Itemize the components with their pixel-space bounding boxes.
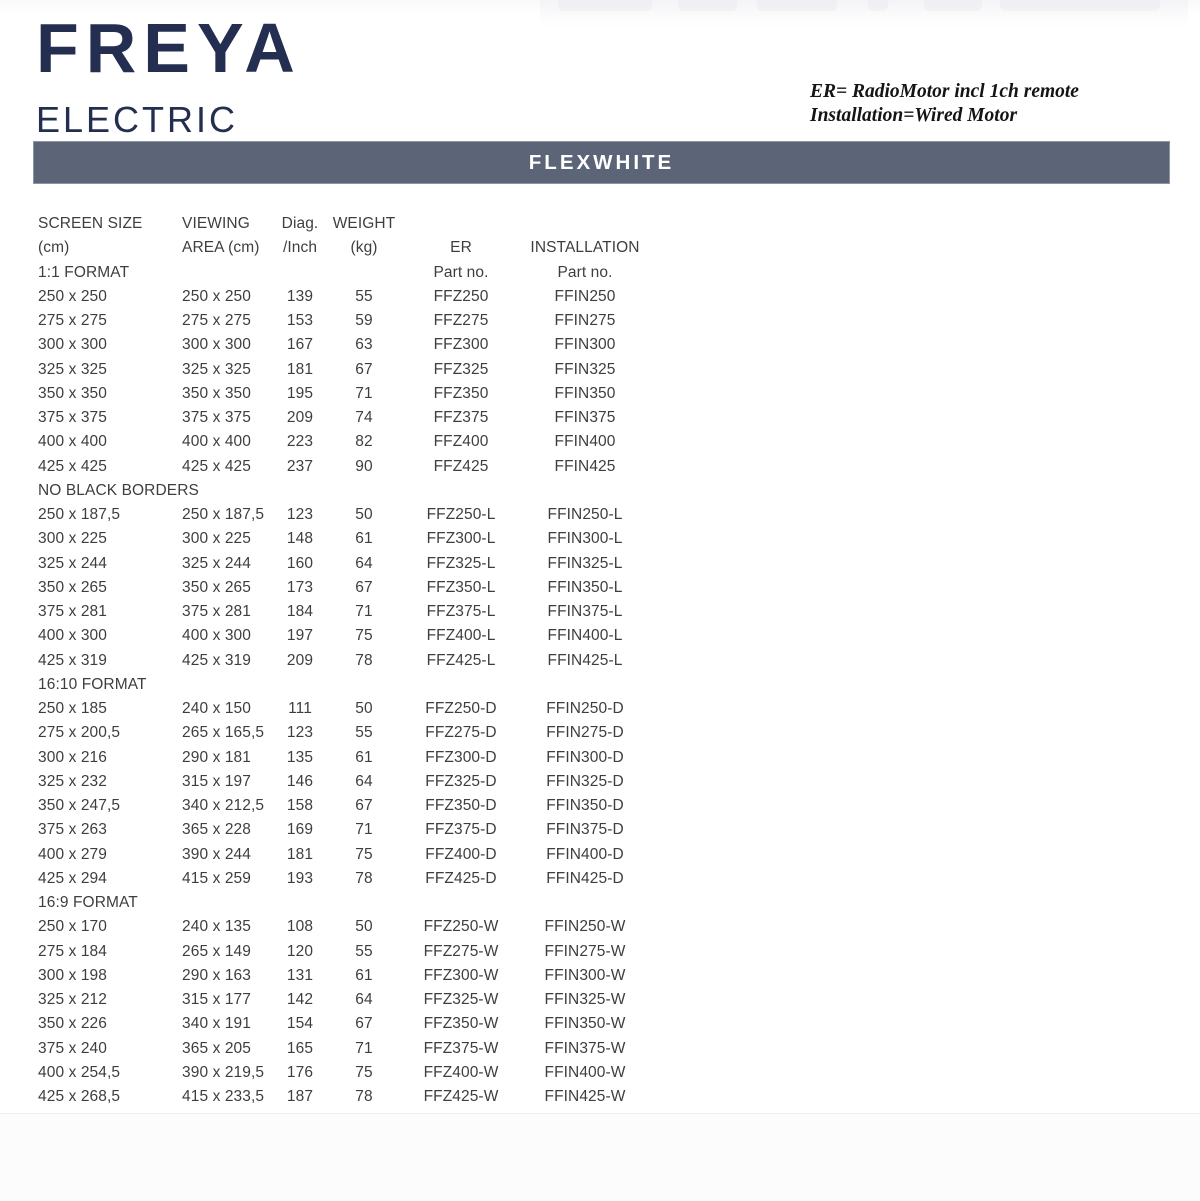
brand-logo-subtitle: ELECTRIC	[36, 99, 239, 140]
cell-screen-size: 300 x 225	[38, 530, 107, 548]
ghost-tab	[757, 0, 837, 11]
cell-installation-part-no: FFIN300-L	[547, 530, 623, 548]
cell-weight: 67	[355, 1015, 373, 1033]
cell-er-part-no: FFZ325-D	[425, 772, 497, 790]
table-row	[38, 1085, 648, 1109]
table-row	[38, 309, 648, 333]
cell-diag-inch: 176	[286, 1063, 314, 1081]
cell-empty	[400, 891, 522, 915]
cell-installation-part-no: FFIN325-L	[547, 554, 623, 572]
motor-legend	[810, 80, 1079, 128]
table-row	[38, 600, 648, 624]
cell-viewing-area: 340 x 191	[182, 1015, 251, 1033]
cell-empty	[328, 673, 400, 697]
cell-viewing-area: 300 x 300	[182, 336, 251, 354]
cell-viewing-area: 340 x 212,5	[182, 797, 265, 814]
cell-weight: 67	[355, 360, 373, 378]
cell-viewing-area: 240 x 135	[182, 918, 251, 936]
cell-weight: 75	[355, 1063, 373, 1081]
cell-viewing-area: 390 x 244	[182, 845, 251, 863]
cell-installation-part-no: FFIN375-W	[544, 1039, 626, 1057]
cell-viewing-area: 250 x 187,5	[182, 506, 265, 523]
cell-installation-part-no: FFIN250-W	[544, 918, 626, 936]
er-part-no-label: Part no.	[433, 263, 489, 281]
cell-empty	[272, 673, 328, 697]
cell-er-part-no: FFZ300	[433, 336, 489, 354]
cell-viewing-area: 265 x 149	[182, 942, 251, 960]
cell-weight: 50	[355, 506, 373, 523]
cell-er-part-no: FFZ300-L	[426, 530, 496, 548]
table-row	[38, 527, 648, 551]
cell-er-part-no: FFZ350-D	[425, 797, 497, 814]
cell-weight: 90	[355, 457, 373, 475]
cell-diag-inch: 158	[286, 797, 314, 814]
cell-screen-size: SCREEN SIZE	[38, 215, 143, 232]
cell-diag-inch: 108	[286, 918, 314, 936]
table-row	[38, 794, 648, 818]
cell-installation-part-no: FFIN400-L	[547, 627, 623, 645]
cell-screen-size: 400 x 254,5	[38, 1063, 121, 1081]
cell-er-part-no: FFZ300-W	[423, 966, 499, 984]
cell-screen-size: 375 x 281	[38, 603, 107, 620]
installation-part-no-label: Part no.	[557, 263, 613, 281]
cell-er-part-no: FFZ425	[433, 457, 489, 475]
cell-er-part-no: ER	[450, 239, 472, 257]
cell-screen-size: 350 x 226	[38, 1015, 107, 1033]
cell-installation-part-no: FFIN325-D	[546, 772, 624, 790]
cell-installation-part-no: FFIN375-D	[546, 821, 624, 839]
cell-empty	[328, 891, 400, 915]
product-banner: FLEXWHITE	[33, 141, 1170, 184]
cell-diag-inch: 123	[286, 724, 314, 742]
cell-weight: 61	[355, 966, 373, 984]
table-row	[38, 333, 648, 357]
cell-diag-inch: /Inch	[282, 239, 318, 257]
table-row	[38, 940, 648, 964]
cell-diag-inch: 193	[286, 869, 314, 887]
cell-screen-size: 250 x 170	[38, 918, 107, 936]
cell-empty	[272, 261, 328, 285]
cell-installation-part-no: FFIN400	[554, 433, 616, 451]
cell-er-part-no: FFZ375-W	[423, 1039, 499, 1057]
cell-viewing-area: 240 x 150	[182, 700, 251, 717]
cell-installation-part-no: FFIN300-D	[546, 748, 624, 766]
cell-screen-size: 275 x 200,5	[38, 724, 121, 742]
cell-empty	[522, 479, 648, 503]
cell-screen-size: 250 x 250	[38, 287, 107, 305]
cell-weight: 67	[355, 578, 373, 596]
cell-viewing-area: 275 x 275	[182, 312, 251, 329]
table-row	[38, 503, 648, 527]
cell-screen-size: (cm)	[38, 239, 70, 257]
cell-er-part-no: FFZ300-D	[425, 748, 497, 766]
cell-weight: 59	[355, 312, 373, 329]
cell-er-part-no: FFZ375-L	[426, 603, 496, 620]
cell-diag-inch: 173	[286, 578, 314, 596]
spec-table	[38, 212, 648, 1109]
cell-diag-inch: 223	[286, 433, 314, 451]
cell-weight: 67	[355, 797, 373, 814]
cell-er-part-no: FFZ375	[433, 409, 489, 426]
cell-installation-part-no: FFIN275	[554, 312, 616, 329]
cell-screen-size: 400 x 279	[38, 845, 107, 863]
cell-installation-part-no: FFIN375	[554, 409, 616, 426]
cell-weight: 82	[355, 433, 373, 451]
cell-empty	[328, 479, 400, 503]
table-row	[38, 552, 648, 576]
cell-viewing-area: 415 x 233,5	[182, 1088, 265, 1105]
cell-er-part-no: FFZ425-L	[426, 651, 496, 669]
cell-diag-inch: 120	[286, 942, 314, 960]
cell-viewing-area: 365 x 205	[182, 1039, 251, 1057]
cell-er-part-no: FFZ250	[433, 287, 489, 305]
table-row	[38, 843, 648, 867]
cell-er-part-no: FFZ275-D	[425, 724, 497, 742]
table-row	[38, 624, 648, 648]
cell-screen-size: 250 x 185	[38, 700, 107, 717]
cell-weight: 55	[355, 287, 373, 305]
cell-weight: 71	[355, 384, 373, 402]
cell-screen-size: 250 x 187,5	[38, 506, 121, 523]
cell-viewing-area: 375 x 375	[182, 409, 251, 426]
cell-installation-part-no: FFIN325-W	[544, 991, 626, 1008]
cell-weight: 64	[355, 554, 373, 572]
cell-viewing-area: 390 x 219,5	[182, 1063, 265, 1081]
cell-screen-size: 350 x 247,5	[38, 797, 121, 814]
cell-er-part-no: FFZ325-W	[423, 991, 499, 1008]
cell-installation-part-no: FFIN250	[554, 287, 616, 305]
cell-screen-size: 275 x 275	[38, 312, 107, 329]
cell-empty	[400, 479, 522, 503]
cell-weight: WEIGHT	[332, 215, 396, 232]
cell-screen-size: 350 x 265	[38, 578, 107, 596]
cell-screen-size: 425 x 268,5	[38, 1088, 121, 1105]
cell-weight: 61	[355, 748, 373, 766]
cell-empty	[522, 673, 648, 697]
cell-screen-size: 325 x 244	[38, 554, 107, 572]
table-row	[38, 430, 648, 454]
table-row	[38, 915, 648, 939]
cell-viewing-area: 290 x 181	[182, 748, 251, 766]
cell-weight: 71	[355, 603, 373, 620]
cell-installation-part-no: FFIN350	[554, 384, 616, 402]
cell-weight: 75	[355, 845, 373, 863]
cell-screen-size: 400 x 300	[38, 627, 107, 645]
ghost-tab	[924, 0, 982, 11]
table-row	[38, 988, 648, 1012]
cell-weight: 64	[355, 772, 373, 790]
cell-er-part-no: FFZ250-L	[426, 506, 496, 523]
cell-weight: 78	[355, 651, 373, 669]
cell-empty	[272, 891, 328, 915]
cell-diag-inch: 148	[286, 530, 314, 548]
table-row	[38, 649, 648, 673]
cell-empty	[522, 891, 648, 915]
cell-viewing-area: 300 x 225	[182, 530, 251, 548]
cell-er-part-no: FFZ250-D	[425, 700, 497, 717]
cell-screen-size: 425 x 294	[38, 869, 107, 887]
section-label: 16:10 FORMAT	[38, 675, 147, 693]
cell-installation-part-no: FFIN375-L	[547, 603, 623, 620]
cell-weight: 50	[355, 918, 373, 936]
cell-screen-size: 275 x 184	[38, 942, 107, 960]
cell-installation-part-no: FFIN300	[554, 336, 616, 354]
cell-er-part-no: FFZ275-W	[423, 942, 499, 960]
cell-diag-inch: 237	[286, 457, 314, 475]
cell-weight: (kg)	[350, 239, 378, 257]
ghost-tab	[1000, 0, 1160, 11]
cell-installation-part-no: FFIN350-D	[546, 797, 624, 814]
cell-viewing-area: 315 x 197	[182, 772, 251, 790]
cell-diag-inch: 187	[286, 1088, 314, 1105]
cell-screen-size: 400 x 400	[38, 433, 107, 451]
table-row	[38, 1012, 648, 1036]
cell-diag-inch: Diag.	[281, 215, 319, 232]
cell-er-part-no: FFZ350-W	[423, 1015, 499, 1033]
cell-viewing-area: 425 x 425	[182, 457, 251, 475]
cell-weight: 71	[355, 821, 373, 839]
ghost-tab	[558, 0, 652, 11]
cell-installation-part-no: FFIN250-D	[546, 700, 624, 717]
cell-weight: 50	[355, 700, 373, 717]
cell-viewing-area: AREA (cm)	[182, 239, 260, 257]
cell-weight: 63	[355, 336, 373, 354]
section-label: 1:1 FORMAT	[38, 263, 130, 281]
cell-diag-inch: 131	[286, 966, 314, 984]
cell-screen-size: 325 x 232	[38, 772, 107, 790]
cell-installation-part-no: FFIN425-L	[547, 651, 623, 669]
cell-diag-inch: 209	[286, 651, 314, 669]
cell-viewing-area: 265 x 165,5	[182, 724, 265, 742]
cell-er-part-no: FFZ325-L	[426, 554, 496, 572]
cell-viewing-area: 350 x 350	[182, 384, 251, 402]
cell-installation-part-no: FFIN400-W	[544, 1063, 626, 1081]
cell-diag-inch: 142	[286, 991, 314, 1008]
cell-weight: 71	[355, 1039, 373, 1057]
table-row	[38, 382, 648, 406]
cell-installation-part-no: FFIN250-L	[547, 506, 623, 523]
cell-viewing-area: 250 x 250	[182, 287, 251, 305]
section-header-row	[38, 261, 648, 285]
cell-diag-inch: 209	[286, 409, 314, 426]
cell-viewing-area: VIEWING	[182, 215, 250, 232]
cell-weight: 55	[355, 942, 373, 960]
cell-installation-part-no: FFIN275-D	[546, 724, 624, 742]
table-row	[38, 818, 648, 842]
cell-weight: 78	[355, 869, 373, 887]
cell-diag-inch: 153	[286, 312, 314, 329]
cell-installation-part-no: FFIN350-L	[547, 578, 623, 596]
cell-screen-size: 425 x 425	[38, 457, 107, 475]
cell-screen-size: 375 x 240	[38, 1039, 107, 1057]
table-row	[38, 721, 648, 745]
cell-weight: 55	[355, 724, 373, 742]
cell-screen-size: 300 x 300	[38, 336, 107, 354]
cell-installation-part-no: FFIN300-W	[544, 966, 626, 984]
motor-legend-line2: Installation=Wired Motor	[810, 105, 1018, 126]
cell-viewing-area: 350 x 265	[182, 578, 251, 596]
cell-weight: 78	[355, 1088, 373, 1105]
cell-er-part-no: FFZ400-D	[425, 845, 497, 863]
cell-viewing-area: 325 x 325	[182, 360, 251, 378]
table-row	[38, 964, 648, 988]
motor-legend-line1: ER= RadioMotor incl 1ch remote	[810, 81, 1079, 102]
cell-diag-inch: 111	[288, 700, 312, 717]
cell-installation-part-no	[522, 212, 648, 236]
cell-empty	[400, 673, 522, 697]
column-header-row	[38, 212, 648, 236]
cell-diag-inch: 123	[286, 506, 314, 523]
cell-er-part-no: FFZ425-W	[423, 1088, 499, 1105]
table-row	[38, 358, 648, 382]
cell-weight: 61	[355, 530, 373, 548]
cell-diag-inch: 181	[286, 845, 314, 863]
table-row	[38, 867, 648, 891]
table-row	[38, 1061, 648, 1085]
cell-empty	[328, 261, 400, 285]
cell-er-part-no: FFZ325	[433, 360, 489, 378]
cell-er-part-no: FFZ425-D	[425, 869, 497, 887]
table-row	[38, 1037, 648, 1061]
table-row	[38, 770, 648, 794]
cell-diag-inch: 160	[286, 554, 314, 572]
brand-logo: FREYA	[36, 9, 302, 87]
cell-diag-inch: 167	[286, 336, 314, 354]
cell-installation-part-no: INSTALLATION	[530, 239, 640, 257]
cell-er-part-no: FFZ400	[433, 433, 489, 451]
section-header-row	[38, 673, 648, 697]
cell-er-part-no: FFZ250-W	[423, 918, 499, 936]
cell-screen-size: 300 x 198	[38, 966, 107, 984]
cell-er-part-no: FFZ400-W	[423, 1063, 499, 1081]
cell-diag-inch: 135	[286, 748, 314, 766]
cell-diag-inch: 197	[286, 627, 314, 645]
section-label: NO BLACK BORDERS	[38, 481, 199, 499]
cell-empty	[272, 479, 328, 503]
cell-er-part-no: FFZ375-D	[425, 821, 497, 839]
cell-screen-size: 425 x 319	[38, 651, 107, 669]
cell-diag-inch: 146	[286, 772, 314, 790]
cell-viewing-area: 290 x 163	[182, 966, 251, 984]
cell-viewing-area: 400 x 300	[182, 627, 251, 645]
cell-weight: 75	[355, 627, 373, 645]
cell-er-part-no: FFZ275	[433, 312, 489, 329]
cell-er-part-no	[400, 212, 522, 236]
cell-diag-inch: 165	[286, 1039, 314, 1057]
cell-diag-inch: 169	[286, 821, 314, 839]
table-row	[38, 285, 648, 309]
table-row	[38, 697, 648, 721]
cell-diag-inch: 195	[286, 384, 314, 402]
cell-diag-inch: 181	[286, 360, 314, 378]
cell-viewing-area: 425 x 319	[182, 651, 251, 669]
cell-er-part-no: FFZ350-L	[426, 578, 496, 596]
cell-installation-part-no: FFIN350-W	[544, 1015, 626, 1033]
column-header-row	[38, 236, 648, 260]
cell-screen-size: 375 x 375	[38, 409, 107, 426]
table-row	[38, 455, 648, 479]
cell-installation-part-no: FFIN325	[554, 360, 616, 378]
cell-viewing-area: 415 x 259	[182, 869, 251, 887]
page-bottom-edge	[0, 1113, 1200, 1201]
cell-screen-size: 325 x 212	[38, 991, 107, 1008]
cell-viewing-area: 315 x 177	[182, 991, 251, 1008]
cell-diag-inch: 139	[286, 287, 314, 305]
section-header-row	[38, 479, 648, 503]
section-header-row	[38, 891, 648, 915]
cell-installation-part-no: FFIN425-W	[544, 1088, 626, 1105]
cell-viewing-area: 400 x 400	[182, 433, 251, 451]
cell-screen-size: 300 x 216	[38, 748, 107, 766]
cell-diag-inch: 154	[286, 1015, 314, 1033]
table-row	[38, 576, 648, 600]
table-row	[38, 406, 648, 430]
ghost-tab	[868, 0, 888, 11]
cell-viewing-area: 375 x 281	[182, 603, 251, 620]
ghost-tab	[678, 0, 737, 11]
cell-er-part-no: FFZ350	[433, 384, 489, 402]
cell-installation-part-no: FFIN275-W	[544, 942, 626, 960]
cell-viewing-area: 325 x 244	[182, 554, 251, 572]
cell-installation-part-no: FFIN400-D	[546, 845, 624, 863]
cell-installation-part-no: FFIN425	[554, 457, 616, 475]
cell-diag-inch: 184	[286, 603, 314, 620]
section-label: 16:9 FORMAT	[38, 894, 138, 911]
cell-screen-size: 375 x 263	[38, 821, 107, 839]
cell-viewing-area: 365 x 228	[182, 821, 251, 839]
cell-er-part-no: FFZ400-L	[426, 627, 496, 645]
table-row	[38, 746, 648, 770]
cell-weight: 74	[355, 409, 373, 426]
cell-installation-part-no: FFIN425-D	[546, 869, 624, 887]
cell-screen-size: 350 x 350	[38, 384, 107, 402]
cell-screen-size: 325 x 325	[38, 360, 107, 378]
cell-weight: 64	[355, 991, 373, 1008]
